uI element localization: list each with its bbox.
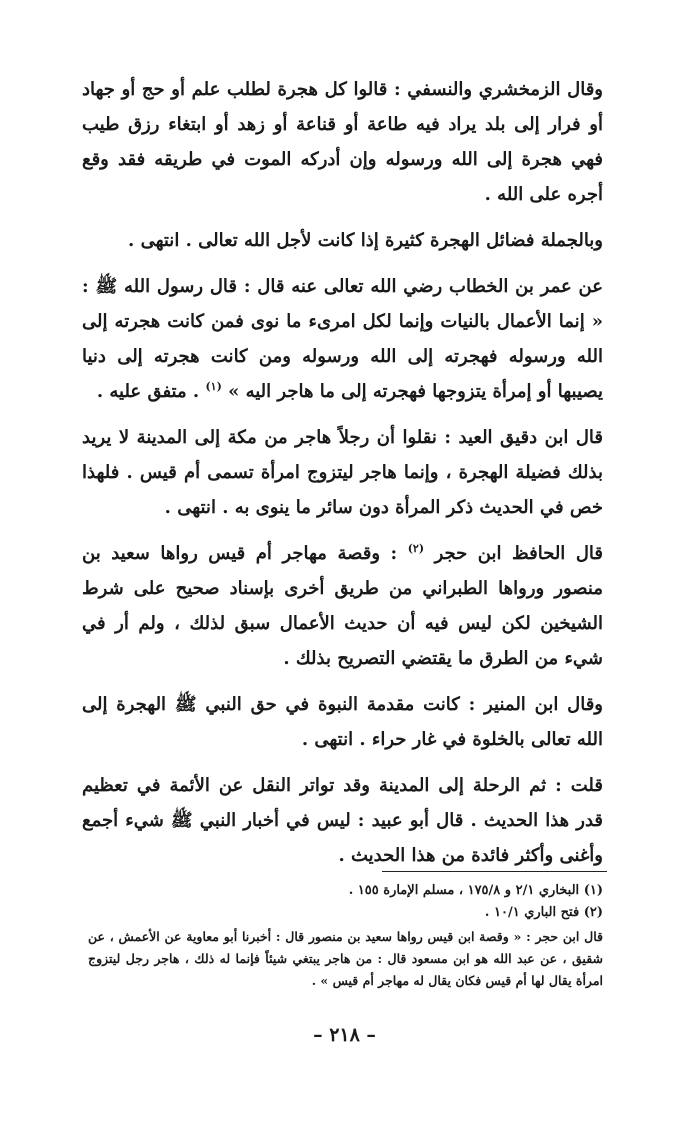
paragraph-zamakhshari: وقال الزمخشري والنسفي : قالوا كل هجرة لطلب علم أو حج أو جهاد أو فرار إلى بلد يراد فيه طاعة أو قناعة أو زهد أو ابتغاء رزق طيب فهي هجرة إلى الله ورسوله وإن أدركه الموت في طريقه فقد وقع أجره على الله .: [82, 79, 603, 205]
paragraph-ibn-daqiq: قال ابن دقيق العيد : نقلوا أن رجلاً هاجر من مكة إلى المدينة لا يريد بذلك فضيلة الهجرة ، وإنما هاجر ليتزوج امرأة تسمى أم قيس . فلهذا خص في الحديث ذكر المرأة دون سائر ما ينوى به . انتهى .: [82, 427, 603, 518]
paragraph-ibn-hajar: [82, 536, 603, 676]
footnote-1: (١) البخاري ٢/١ و ١٧٥/٨ ، مسلم الإمارة ١٥٥ .: [348, 883, 603, 898]
paragraph-ibn-munir: وقال ابن المنير : كانت مقدمة النبوة في حق النبي ﷺ الهجرة إلى الله تعالى بالخلوة في غار حراء . انتهى .: [82, 694, 603, 750]
paragraph-hadith-umar: [82, 269, 603, 409]
hadith-tail: . متفق عليه .: [96, 381, 206, 402]
paragraph-qultu: قلت : ثم الرحلة إلى المدينة وقد تواتر النقل عن الأئمة في تعظيم قدر هذا الحديث . قال أبو عبيد : ليس في أخبار النبي ﷺ شيء أجمع وأغنى وأكثر فائدة من هذا الحديث .: [82, 775, 603, 866]
footnotes: [88, 880, 603, 992]
ibn-hajar-text: : وقصة مهاجر أم قيس رواها سعيد بن منصور ورواها الطبراني من طريق أخرى بإسناد صحيح على شرط الشيخين لكن ليس فيه أن حديث الأعمال سبق لذلك ، ولم أر في شيء من الطرق ما يقتضي التصريح بذلك .: [82, 543, 603, 669]
page-number: – ٢١٨ –: [313, 1024, 376, 1046]
footnote-2-quote: قال ابن حجر : « وقصة ابن قيس رواها سعيد بن منصور قال : أخبرنا أبو معاوية عن الأعمش ، عن شقيق ، عن عبد الله هو ابن مسعود قال : من هاجر يبتغي شيئاً فإنما له ذلك ، هاجر رجل ليتزوج امرأة يقال لها أم قيس فكان يقال له مهاجر أم قيس » .: [88, 929, 603, 988]
footnote-2: (٢) فتح الباري ١٠/١ .: [484, 905, 603, 920]
footnote-marker-2: (٢): [407, 542, 425, 555]
paragraph-virtues-of-hijra: وبالجملة فضائل الهجرة كثيرة إذا كانت لأجل الله تعالى . انتهى .: [128, 230, 603, 251]
footnote-divider: [382, 871, 607, 872]
footnote-marker-1: (١): [205, 380, 222, 393]
ibn-hajar-intro: قال الحافظ ابن حجر: [434, 543, 603, 564]
hadith-text: عن عمر بن الخطاب رضي الله تعالى عنه قال : قال رسول الله ﷺ : « إنما الأعمال بالنيات وإنما لكل امرىء ما نوى فمن كانت هجرته إلى الله ورسوله فهجرته إلى الله ورسوله ومن كانت هجرته إلى دنيا يصيبها أو إمرأة يتزوجها فهجرته إلى ما هاجر اليه »: [82, 276, 603, 402]
